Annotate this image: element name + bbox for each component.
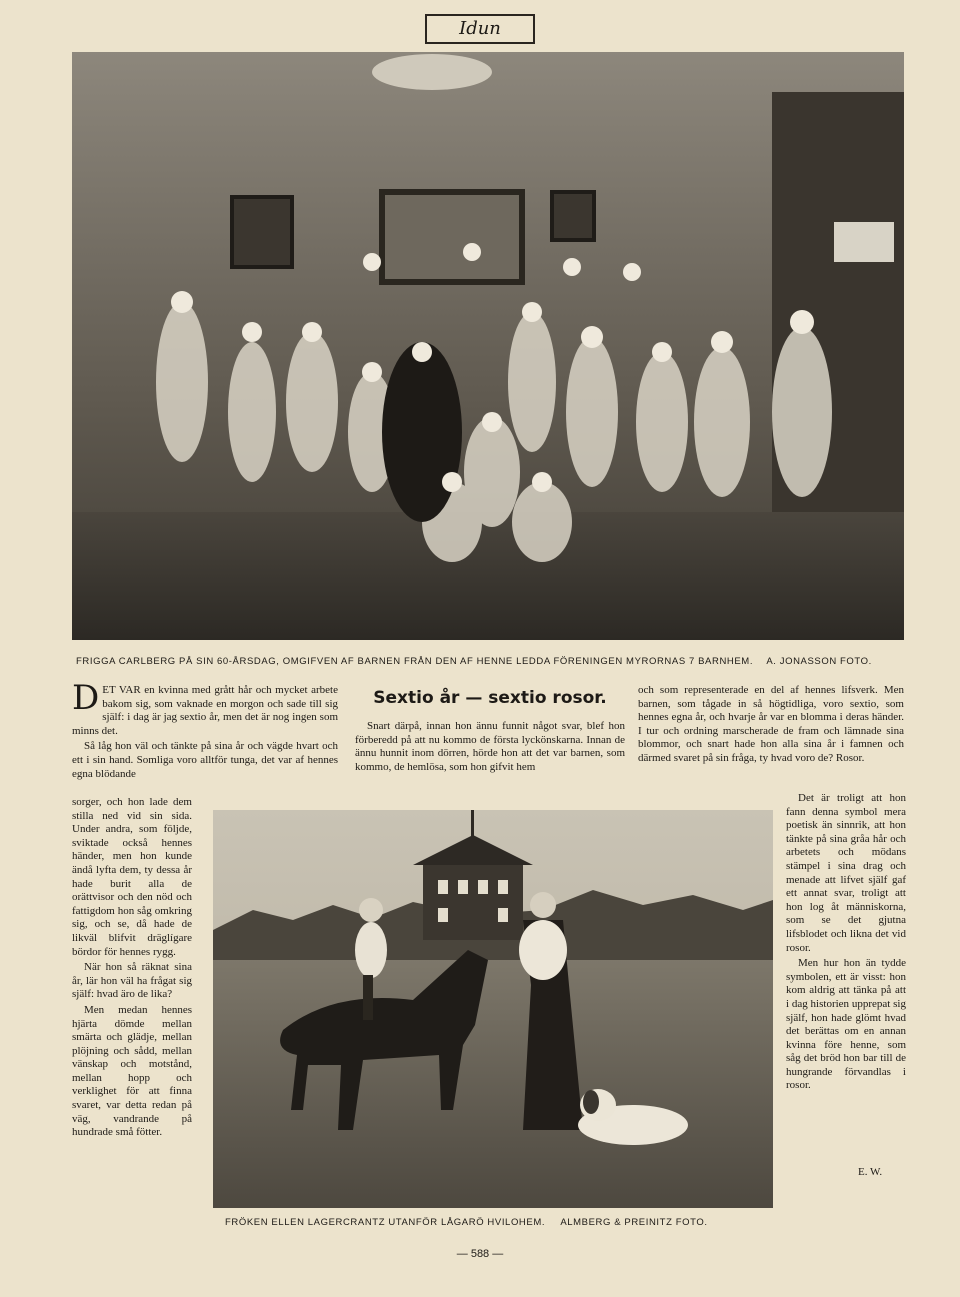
article-paragraph: sorger, och hon lade dem stilla ned vid sin sida. Under andra, som följde, sviktade också hennes händer, men hon kunde ändå lyfta dem, ty dessa år hade burit alla de orättvisor och den nöd och fattigdom hon såg omkring sig, och se, då hade de likväl blifvit dräglígare bördor för hennes rygg.	[72, 796, 192, 958]
article-column-left-top	[72, 678, 338, 783]
article-column-right-narrow	[786, 792, 906, 1095]
article-paragraph: Men medan hennes hjärta dömde mellan smärta och glädje, mellan plöjning och sådd, mellan vänskap och motstånd, mellan hopp och verklighet för att finna svaret, var detta redan på väg, vandrande på hundrade små fötter.	[72, 1003, 192, 1139]
article-paragraph: Snart därpå, innan hon ännu funnit något svar, blef hon förberedd på att nu kommo de första lyckönskarna. Innan de ännu hunnit inom dörren, hörde hon att det var barnen, som kommo, de hemlösa, som hon gifvit hem	[355, 720, 625, 773]
group-photo-caption-text: FRIGGA CARLBERG PÅ SIN 60-ÅRSDAG, OMGIFVEN AF BARNEN FRÅN DEN AF HENNE LEDDA FÖRENINGEN MYRORNAS 7 BARNHEM.	[76, 656, 754, 667]
article-column-right-top	[638, 684, 904, 768]
group-photo-image	[72, 52, 904, 640]
pony-photograph	[213, 810, 773, 1208]
article-paragraph: Det är troligt att hon fann denna symbol mera poetisk än sinnrik, att hon tänkte på sina gråa hår och arbetets och mödans stämpel i sina drag och menade att lifvet själf gaf ett annat svar, troligt att hon log åt människorna, som se det gjutna lifsblodet och likna det vid rosor.	[786, 792, 906, 954]
article-headline: Sextio år — sextio rosor.	[373, 688, 607, 708]
article-paragraph: Så låg hon väl och tänkte på sina år och vägde hvart och ett i sin hand. Somliga voro alltför tunga, det var af hennes egna blödande	[72, 740, 338, 780]
masthead-title: Idun	[459, 18, 501, 39]
pony-photo-credit: ALMBERG & PREINITZ FOTO.	[560, 1217, 708, 1228]
pony-photo-image	[213, 810, 773, 1208]
article-column-left-narrow	[72, 796, 192, 1142]
group-photograph	[72, 52, 904, 640]
pony-photo-caption	[225, 1217, 708, 1228]
group-photo-caption	[76, 656, 872, 667]
article-column-middle	[355, 720, 625, 776]
group-photo-credit: A. JONASSON FOTO.	[766, 656, 872, 667]
pony-photo-caption-text: FRÖKEN ELLEN LAGERCRANTZ UTANFÖR LÅGARÖ HVILOHEM.	[225, 1217, 546, 1228]
author-signature: E. W.	[858, 1166, 883, 1178]
page-number: — 588 —	[456, 1248, 504, 1260]
masthead-logo	[425, 14, 535, 44]
article-paragraph: Men hur hon än tydde symbolen, ett är visst: hon kom aldrig att tänka på att i dag historien upprepat sig själf, hon hade glömt hvad det berättas om en annan kvinna före henne, som såg det bröd hon bar till de hungrande förvandlas i rosor.	[786, 957, 906, 1092]
dropcap-letter: D	[72, 678, 100, 718]
article-paragraph: och som representerade en del af hennes lifsverk. Men barnen, som tågade in så högtidliga, voro sextio, som hennes egna år, och hvarje år var en blomma i deras händer. I tur och ordning marscherade de fram och lämnade sina blommor, och snart hade hon alla sina år i famnen och därmed svaret på sin fråga, ty hvad voro de? Rosor.	[638, 684, 904, 764]
article-paragraph: När hon så räknat sina år, lär hon väl ha frågat sig själf: hvad äro de lika?	[72, 961, 192, 1001]
article-paragraph: DET VAR en kvinna med grått hår och mycket arbete bakom sig, som vaknade en morgon och sade till sig själf: i dag är jag sextio år, men det är nog ingen som minns det.	[72, 678, 338, 737]
